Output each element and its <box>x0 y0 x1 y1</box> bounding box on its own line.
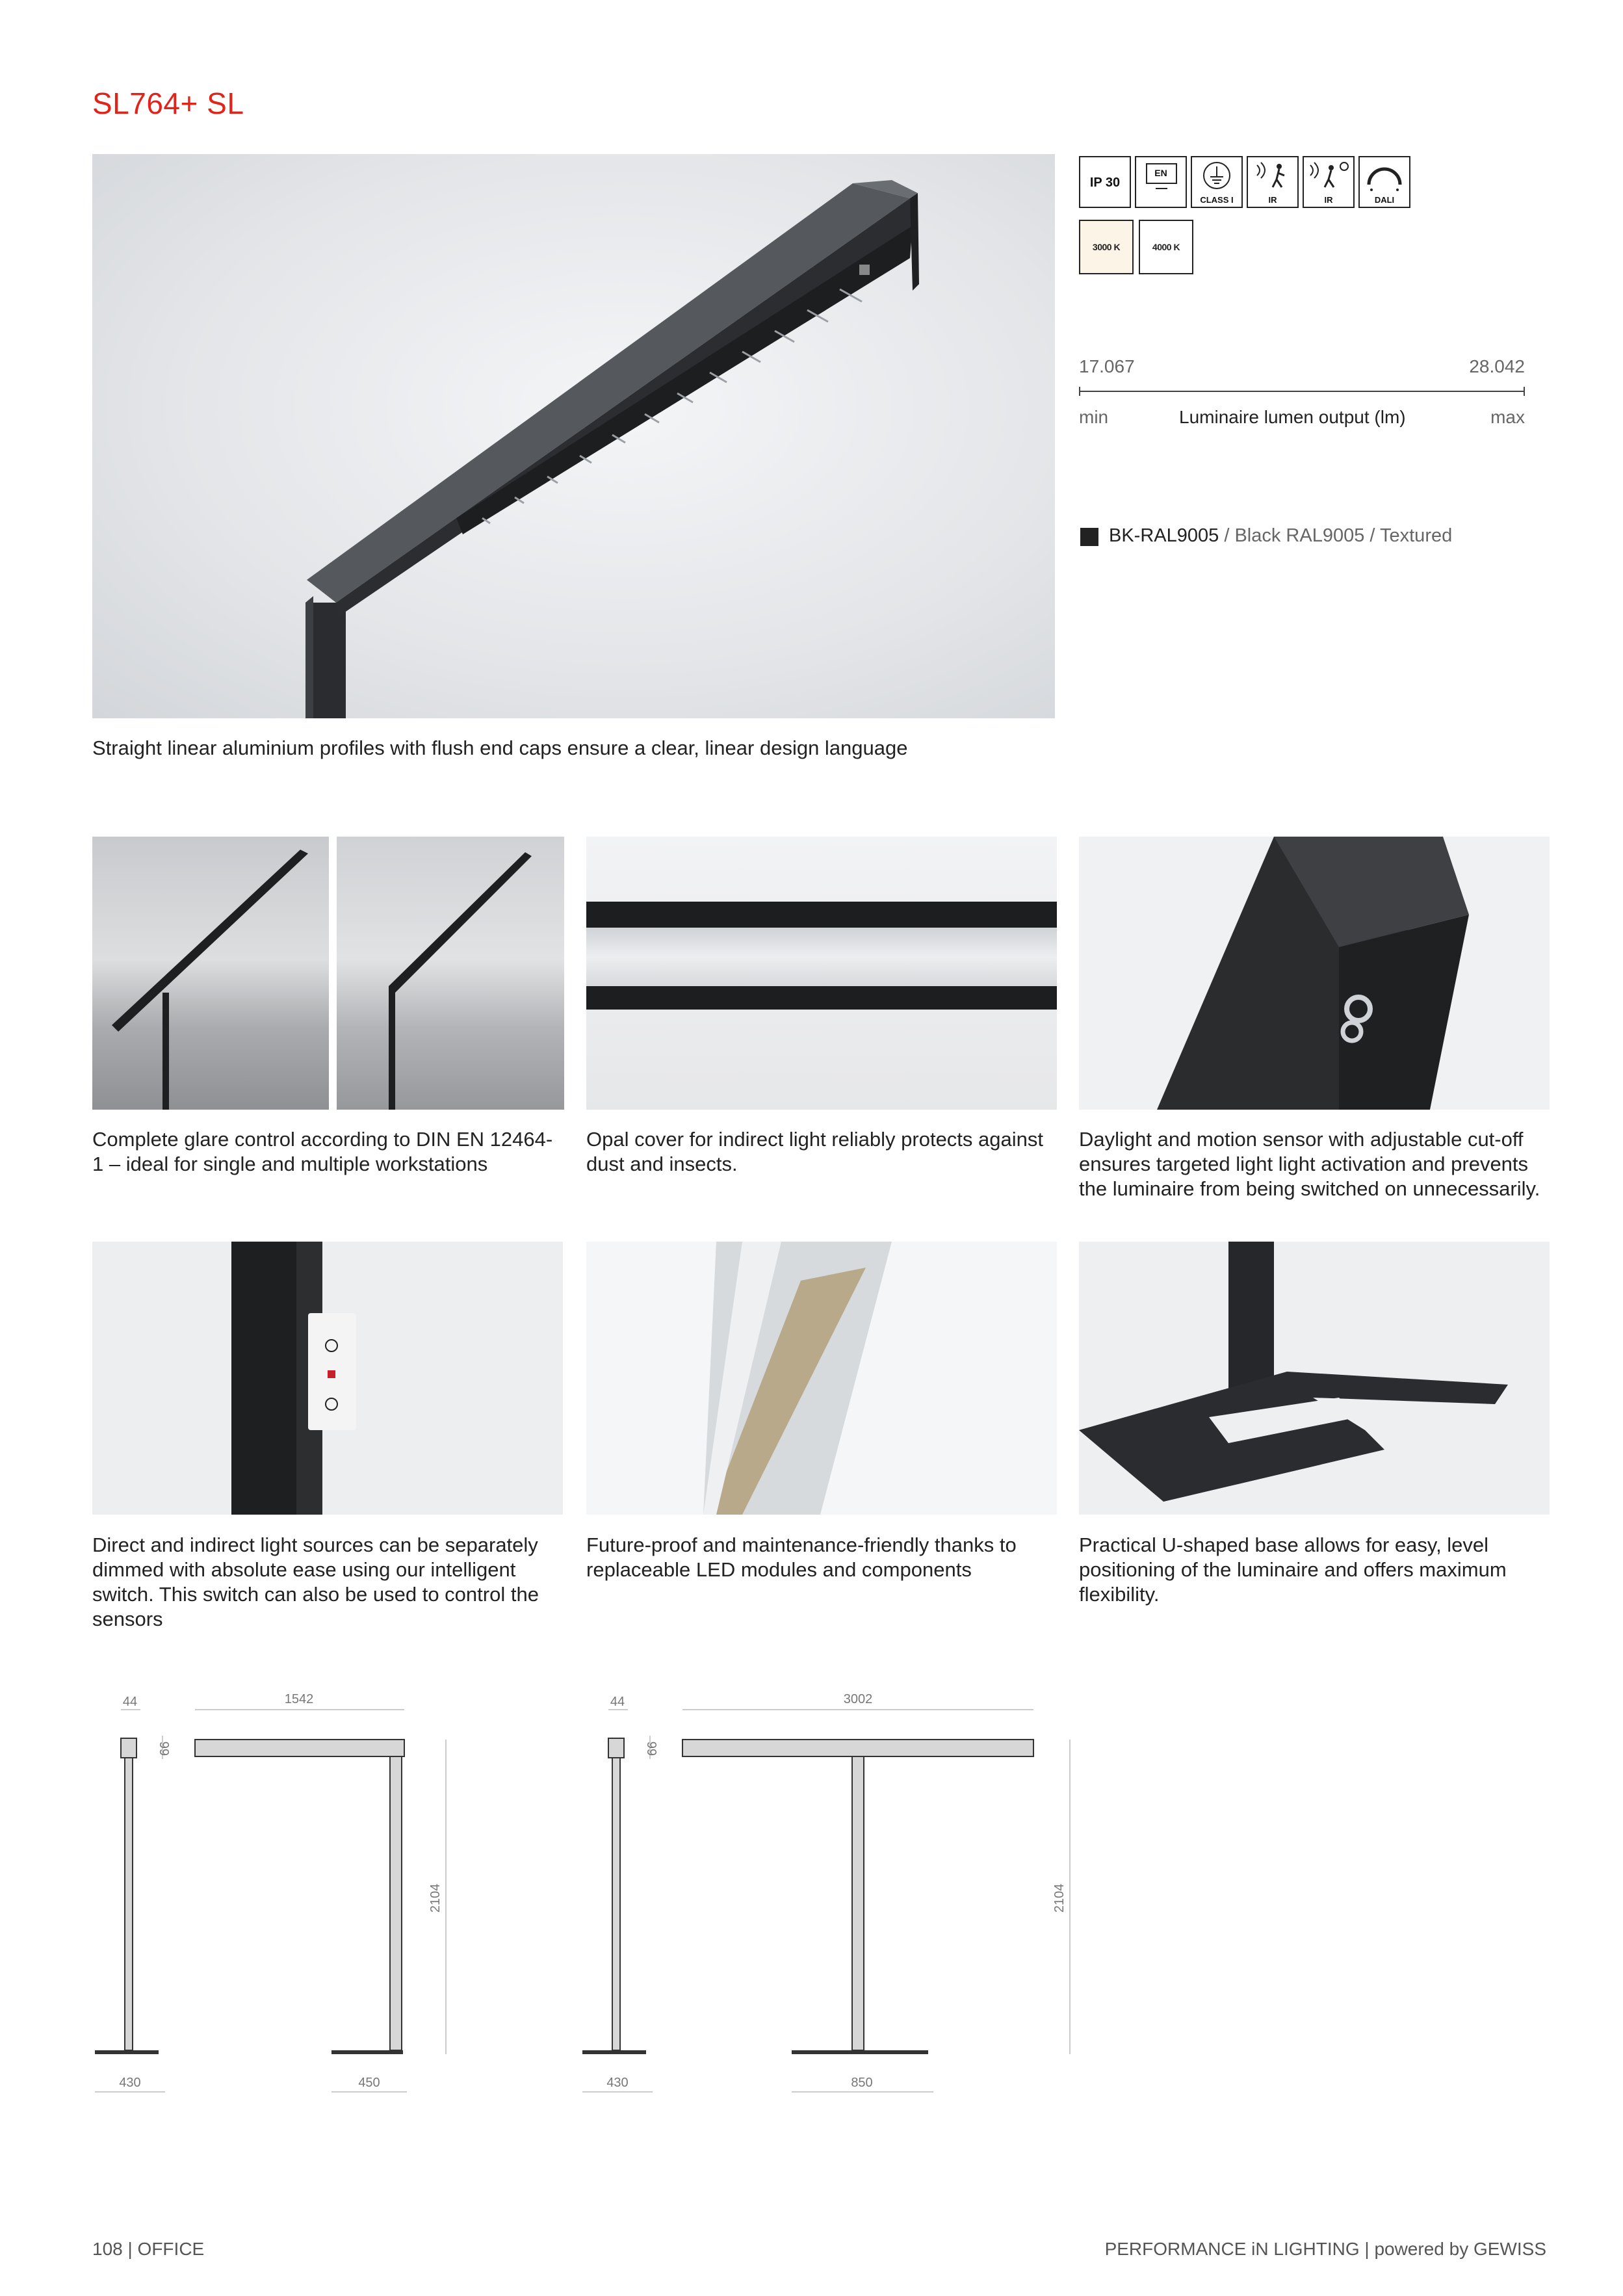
dim-left-base-side: 430 <box>119 2076 141 2090</box>
lumen-scale-tick-min <box>1079 387 1080 396</box>
footer-tagline: PERFORMANCE iN LIGHTING | powered by GEWISS <box>1104 2239 1546 2259</box>
dali-label: DALI <box>1374 195 1395 205</box>
base-caption: Practical U-shaped base allows for easy, level positioning of the luminaire and offers maximum flexibility. <box>1079 1533 1507 1606</box>
class1-earth-icon <box>1191 156 1243 208</box>
finish-code: BK-RAL9005 <box>1109 525 1219 546</box>
dimension-drawing-double <box>572 1684 1092 2100</box>
switch-caption: Direct and indirect light sources can be separately dimmed with absolute ease using our intelligent switch. This switch can also be used to control the sensors <box>92 1533 539 1630</box>
en-label: EN <box>1154 168 1167 178</box>
motion-sensor-icon <box>1247 156 1299 208</box>
temp-3000k-badge <box>1079 220 1134 274</box>
opal-caption: Opal cover for indirect light reliably protects against dust and insects. <box>586 1128 1043 1175</box>
lumen-max-value: 28.042 <box>1469 356 1525 376</box>
dimension-drawing-single <box>84 1684 500 2100</box>
temp-3000k-label: 3000 K <box>1092 242 1121 252</box>
glare-photo-a <box>92 837 329 1110</box>
sensor-photo <box>1079 837 1550 1110</box>
glare-photo-b <box>337 837 564 1110</box>
dim-right-profile-width: 44 <box>610 1695 625 1709</box>
dim-left-base-front: 450 <box>358 2076 380 2090</box>
finish-description: / Black RAL9005 / Textured <box>1219 525 1453 546</box>
dim-right-height: 2104 <box>1052 1883 1067 1913</box>
ir-label-1: IR <box>1268 195 1277 205</box>
led-module-photo <box>586 1242 1057 1515</box>
temp-4000k-label: 4000 K <box>1152 242 1180 252</box>
dim-left-profile-height: 66 <box>158 1741 172 1756</box>
lumen-scale-line <box>1079 391 1525 392</box>
lumen-max-label: max <box>1490 407 1525 427</box>
finish-swatch <box>1080 528 1098 546</box>
modules-caption: Future-proof and maintenance-friendly thanks to replaceable LED modules and components <box>586 1533 1017 1581</box>
sensor-caption: Daylight and motion sensor with adjustable cut-off ensures targeted light light activation and prevents the luminaire from being switched on unnecessarily. <box>1079 1128 1540 1200</box>
dim-left-height: 2104 <box>428 1883 443 1913</box>
dim-right-base-front: 850 <box>851 2076 873 2090</box>
finish-text <box>1109 525 1452 547</box>
temp-4000k-badge <box>1139 220 1193 274</box>
lumen-min-label: min <box>1079 407 1109 427</box>
dim-right-length: 3002 <box>843 1692 873 1706</box>
u-base-photo <box>1079 1242 1550 1515</box>
page-title: SL764+ SL <box>92 86 244 120</box>
lumen-output-label: Luminaire lumen output (lm) <box>1179 407 1406 427</box>
daylight-motion-sensor-icon <box>1303 156 1355 208</box>
dali-dimming-icon <box>1358 156 1410 208</box>
dim-left-profile-width: 44 <box>122 1695 138 1709</box>
glare-caption: Complete glare control according to DIN EN 12464-1 – ideal for single and multiple workstations <box>92 1128 553 1175</box>
ip30-icon <box>1079 156 1131 208</box>
dim-left-length: 1542 <box>284 1692 314 1706</box>
lumen-min-value: 17.067 <box>1079 356 1135 376</box>
ip30-label: IP 30 <box>1089 176 1121 190</box>
hero-photo <box>92 154 1055 718</box>
lumen-scale-tick-max <box>1524 387 1525 396</box>
opal-cover-photo <box>586 837 1057 1110</box>
hero-caption: Straight linear aluminium profiles with flush end caps ensure a clear, linear design language <box>92 737 908 759</box>
footer-page-section: 108 | OFFICE <box>92 2239 205 2259</box>
ir-label-2: IR <box>1324 195 1333 205</box>
dim-right-base-side: 430 <box>606 2076 629 2090</box>
en-monitor-icon <box>1135 156 1187 208</box>
switch-photo <box>92 1242 563 1515</box>
class1-label: CLASS I <box>1200 195 1234 205</box>
dim-right-profile-height: 66 <box>645 1741 660 1756</box>
